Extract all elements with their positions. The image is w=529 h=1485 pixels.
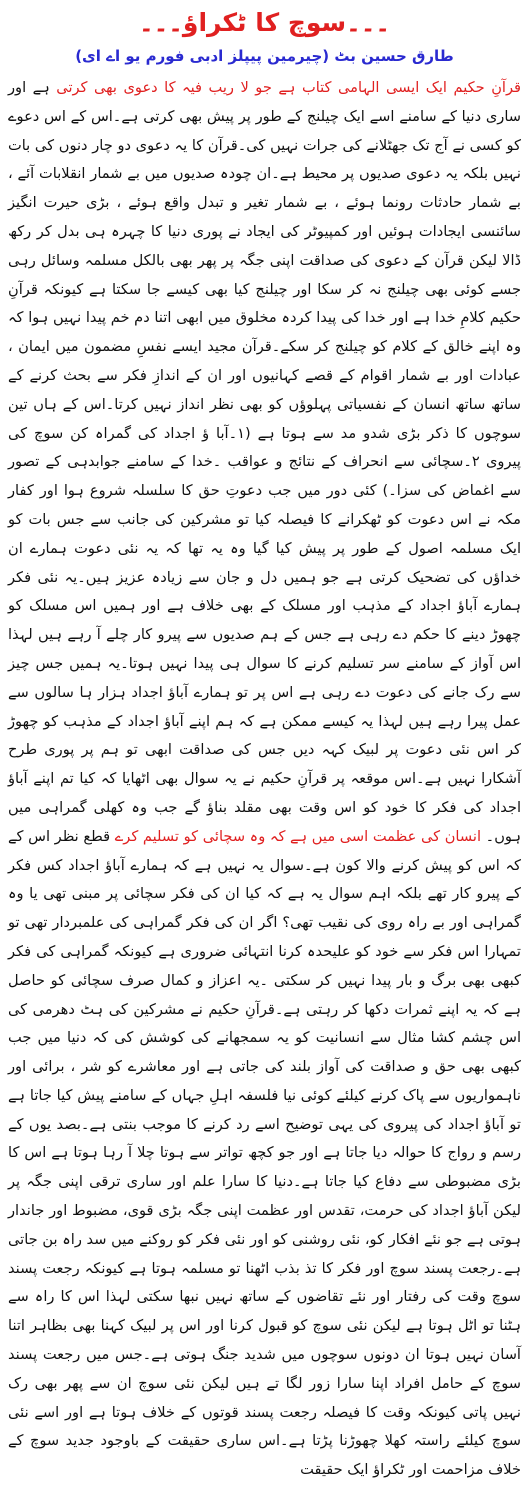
paragraph-2-text: قطع نظر اس کے کہ اس کو پیش کرنے والا کون ہے۔سوال یہ نہیں ہے کہ ہمارے آباؤ اجداد کس فکر کے پیرو کار تھے بلکہ اہم سوال یہ ہے کہ کیا ان کی فکر سچائی پر مبنی تھی یا وہ گمراہی اور بے راہ روی کی نقیب تھی؟ اگر ان کی فکر گمراہی کی علمبردار تھی تو تمہارا اس فکر سے خود کو علیحدہ کرنا انتہائی ضروری ہے کیونکہ گمراہی کی فکر کبھی بھی برگ و بار پیدا نہیں کر سکتی ۔یہ اعزاز و کمال صرف سچائی کو حاصل ہے کہ یہ اپنے ثمرات دکھا کر رہتی ہے۔قرآنِ حکیم نے مشرکین کی ہٹ دھرمی کی اس چشم کشا مثال سے انسانیت کو یہ سمجھانے کی کوشش کی کہ دنیا میں جب کبھی بھی حق و صداقت کی آواز بلند کی جاتی ہے اور معاشرے کو شر ، برائی اور ناہمواریوں سے پاک کرنے کیلئے کوئی نیا فلسفہ اہلِ جہاں کے سامنے پیش کیا جاتا ہے تو آباؤ اجداد کی پیروی کی یہی توضیح اسے رد کرنے کا موجب بنتی ہے۔بصد یوں کے رسم و رواج کا حوالہ دیا جاتا ہے اور جو کچھ تواتر سے ہوتا چلا آ رہا ہوتا ہے اس کا بڑی مضبوطی سے دفاع کیا جاتا ہے۔دنیا کا سارا علم اور ساری ترقی اپنی جگہ پر لیکن آباؤ اجداد کی حرمت، تقدس اور عظمت اپنی جگہ بڑی قوی، مضبوط اور جاندار ہوتی ہے جو نئے افکار کو، نئی روشنی کو اور نئی فکر کو روکنے میں سد راہ بن جاتی ہے۔رجعت پسند سوچ اور فکر کا تذ بذب اٹھنا تو مسلمہ ہوتا ہے کیونکہ رجعت پسند سوچ وقت کی رفتار اور نئے تقاضوں کے ساتھ نہیں نبھا سکتی لہذا اس کا راہ سے ہٹنا تو اٹل ہوتا ہے لیکن نئی سوچ کو قبول کرنا اور اس پر لبیک کہنا بھی بظاہر اتنا آسان نہیں ہوتا ان دونوں سوچوں میں شدید جنگ ہوتی ہے۔جس میں رجعت پسند سوچ کے حامل افراد اپنا سارا زور لگا تے ہیں لیکن نئی سوچ ان سے پھر بھی رک نہیں پاتی کیونکہ وقت کا فیصلہ رجعت پسند قوتوں کے خلاف ہوتا ہے اور اسے نئی سوچ کیلئے راستہ کھلا چھوڑنا پڑتا ہے۔اس ساری حقیقت کے باوجود جدید سوچ کے خلاف مزاحمت اور ٹکراؤ ایک حقیقت (8, 827, 521, 1479)
paragraph-2-lead: انسان کی عظمت اسی میں ہے کہ وہ سچائی کو تسلیم کرے (114, 827, 481, 845)
paragraph-1-lead: قرآنِ حکیم ایک ایسی الہامی کتاب ہے جو لا ریب فیہ کا دعوی بھی کرتی (56, 79, 521, 96)
article-body (8, 74, 521, 1485)
article-title: ۔۔۔سوچ کا ٹکراؤ۔۔۔ (138, 8, 391, 37)
article-byline: طارق حسین بٹ (چیرمین پیپلز ادبی فورم یو اے ای) (75, 47, 454, 65)
paragraph-1-text: ہے اور ساری دنیا کے سامنے اسے ایک چیلنج کے طور پر پیش بھی کرتی ہے۔اس کے اس دعوے کو کسی نے آج تک جھٹلانے کی جرات نہیں کی۔قرآن کا یہ دعوی دو چار دنوں کی بات نہیں بلکہ یہ دعوی صدیوں پر محیط ہے۔ان چودہ صدیوں میں بے شمار انقلابات آئے ، بے شمار حادثات رونما ہوئے ، بے شمار تغیر و تبدل واقع ہوئے ، بڑی حیرت انگیز سائنسی ایجادات ہوئیں اور کمپیوٹر کی ایجاد نے پوری دنیا کا چہرہ ہی بدل کر رکھ ڈالا لیکن قرآن کے دعوی کی صداقت اپنی جگہ پر پھر بھی بالکل مسلمہ وسائل رہی جسے کوئی بھی چیلنج نہ کر سکا اور چیلنج کیا بھی کیسے جا سکتا ہے کیونکہ قرآنِ حکیم کلامِ خدا ہے اور خدا کی پیدا کردہ مخلوق میں ابھی اتنا دم خم پیدا نہیں ہوا کہ وہ اپنے خالق کے کلام کو چیلنج کر سکے۔قرآن مجید ایسے نفسِ مضمون میں ایمان ، عبادات اور بے شمار اقوام کے قصے کہانیوں اور ان کے اندازِ فکر سے بحث کرنے کے ساتھ ساتھ انسان کے نفسیاتی پہلوؤں کو بھی نظر انداز نہیں کرتا۔اس کے ہاں تین سوچوں کا ذکر بڑی شدو مد سے ہوتا ہے (۱۔آبا ؤ اجداد کی گمراہ کن سوچ کی پیروی ۲۔سچائی سے انحراف کے نتائج و عواقب ۔خدا کے سامنے جوابدہی کے تصور سے اغماض کی سزا۔) کئی دور میں جب دعوتِ حق کا سلسلہ شروع ہوا اور کفار مکہ نے اس دعوت کو ٹھکرانے کا فیصلہ کیا تو مشرکین کی جانب سے جس بات کو ایک مسلمہ اصول کے طور پر پیش کیا گیا وہ یہ تھا کہ یہ نئی دعوت ہمارے ان خداؤں کی تضحیک کرتی ہے جو ہمیں دل و جان سے زیادہ عزیز ہیں۔یہ نئی فکر ہمارے آباؤ اجداد کے مذہب اور مسلک کے بھی خلاف ہے اور ہمیں اس مسلک کو چھوڑ دینے کا حکم دے رہی ہے جس کے ہم صدیوں سے پیرو کار چلے آ رہے ہیں لہذا اس آواز کے سامنے سر تسلیم کرنے کا سوال ہی پیدا نہیں ہوتا۔یہ ہمیں جس چیز سے رک جانے کی دعوت دے رہی ہے اس پر تو ہمارے آباؤ اجداد ہزار ہا سالوں سے عمل پیرا رہے ہیں لہذا یہ کیسے ممکن ہے کہ ہم اپنے آباؤ اجداد کے مذہب کو چھوڑ کر اس نئی دعوت پر لبیک کہہ دیں جس کی صداقت ابھی تو ہم پر پوری طرح آشکارا نہیں ہے۔اس موقعہ پر قرآنِ حکیم نے یہ سوال بھی اٹھایا کہ کیا تم اپنے آباؤ اجداد کی فکر کا خود کو اس وقت بھی مقلد بناؤ گے جب وہ کھلی گمراہی میں ہوں۔ (8, 79, 522, 845)
